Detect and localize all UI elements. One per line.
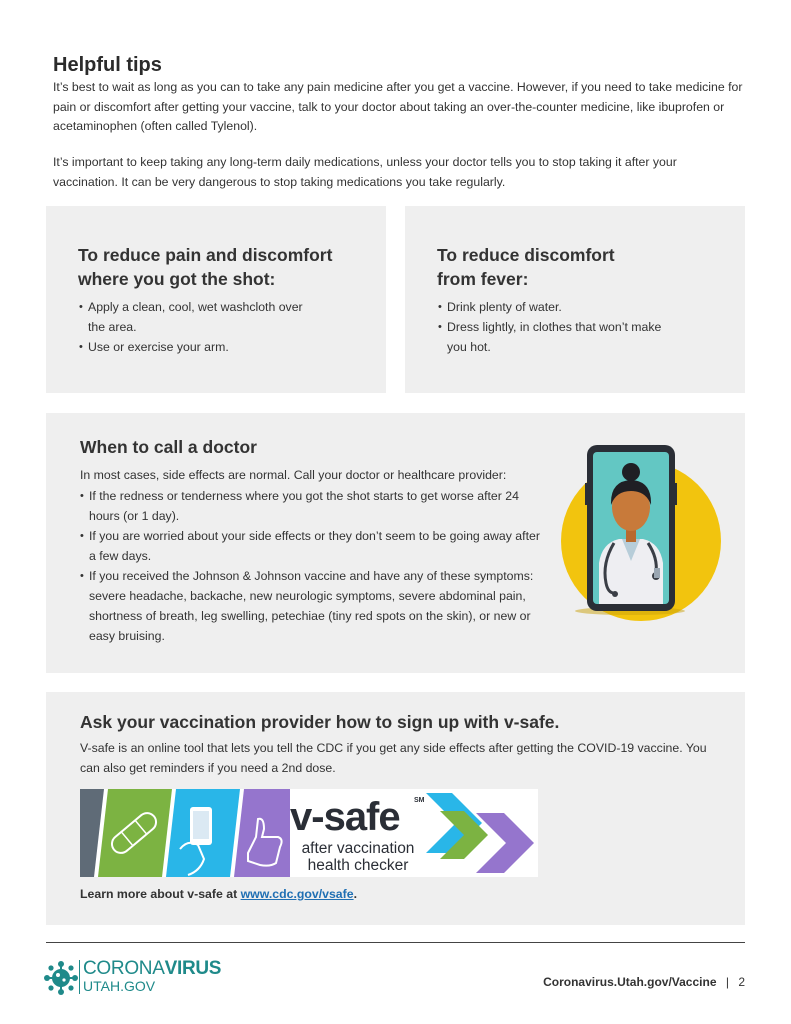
footer-site: Coronavirus.Utah.gov/Vaccine [543, 975, 717, 989]
vsafe-logo-line1: after vaccination [301, 840, 415, 857]
doctor-phone-icon [542, 443, 727, 638]
pain-box [46, 206, 386, 393]
page-number: 2 [738, 975, 745, 989]
list-item: • Apply a clean, cool, wet washcloth over the area. [79, 297, 319, 337]
list-item: • If you are worried about your side effects or they don’t seem to be going away after a few days. [80, 526, 540, 566]
fever-box-list [438, 297, 678, 357]
vsafe-learn-more [80, 887, 357, 901]
vsafe-link[interactable]: www.cdc.gov/vsafe [240, 887, 354, 901]
vsafe-box [46, 692, 745, 925]
doctor-box [46, 413, 745, 673]
footer-divider [46, 942, 745, 943]
vsafe-logo-name: v-safe [290, 795, 400, 839]
vsafe-chevrons-icon [426, 793, 538, 873]
brand-virus: VIRUS [164, 958, 222, 979]
vsafe-learn-more-end: . [353, 887, 358, 901]
vsafe-banner [80, 789, 538, 877]
helpful-tips-para2: It’s important to keep taking any long-term daily medications, unless your doctor tells you to stop taking it after your vaccination. It can be very dangerous to stop taking medications you take regularly. [53, 155, 677, 189]
footer-right [543, 975, 745, 989]
doctor-box-list [80, 486, 540, 646]
logo-divider [79, 960, 80, 994]
list-item: • Use or exercise your arm. [79, 337, 319, 357]
vsafe-box-text: V-safe is an online tool that lets you tell the CDC if you get any side effects after getting the COVID-19 vaccine. You can also get reminders if you need a 2nd dose. [80, 741, 707, 775]
coronavirus-logo-icon [44, 961, 78, 995]
brand-corona: CORONA [83, 958, 165, 979]
pain-box-list [79, 297, 319, 357]
brand-sub: UTAH.GOV [83, 978, 156, 994]
helpful-tips-title: Helpful tips [53, 54, 162, 76]
footer-separator: | [725, 975, 729, 989]
list-item: • Drink plenty of water. [438, 297, 678, 317]
vsafe-banner-panels-icon [80, 789, 290, 877]
fever-box-title: To reduce discomfort from fever: [437, 245, 615, 289]
helpful-tips-para1: It’s best to wait as long as you can to take any pain medicine after you get a vaccine. However, if you need to take medicine for pain or discomfort after getting your vaccine, talk to your doctor about taking an over-the-counter medicine, like ibuprofen or acetaminophen (often called Tylenol). [53, 80, 743, 133]
vsafe-learn-more-text: Learn more about v-safe at [80, 887, 241, 901]
fever-box [405, 206, 745, 393]
pain-box-title: To reduce pain and discomfort where you got the shot: [78, 245, 333, 289]
list-item: • If you received the Johnson & Johnson vaccine and have any of these symptoms: severe headache, backache, new neurologic symptoms, severe abdominal pain, shortness of breath, leg swelling, petechiae (tiny red spots on the skin), or new or easy bruising. [80, 566, 540, 646]
vsafe-logo-sm: SM [414, 797, 425, 804]
doctor-box-intro: In most cases, side effects are normal. Call your doctor or healthcare provider: [80, 468, 507, 482]
vsafe-box-title: Ask your vaccination provider how to sign up with v-safe. [80, 712, 560, 732]
list-item: • If the redness or tenderness where you got the shot starts to get worse after 24 hours (or 1 day). [80, 486, 540, 526]
list-item: • Dress lightly, in clothes that won’t make you hot. [438, 317, 678, 357]
doctor-box-title: When to call a doctor [80, 437, 257, 457]
brand-title [83, 959, 221, 979]
vsafe-logo-line2: health checker [307, 857, 409, 874]
